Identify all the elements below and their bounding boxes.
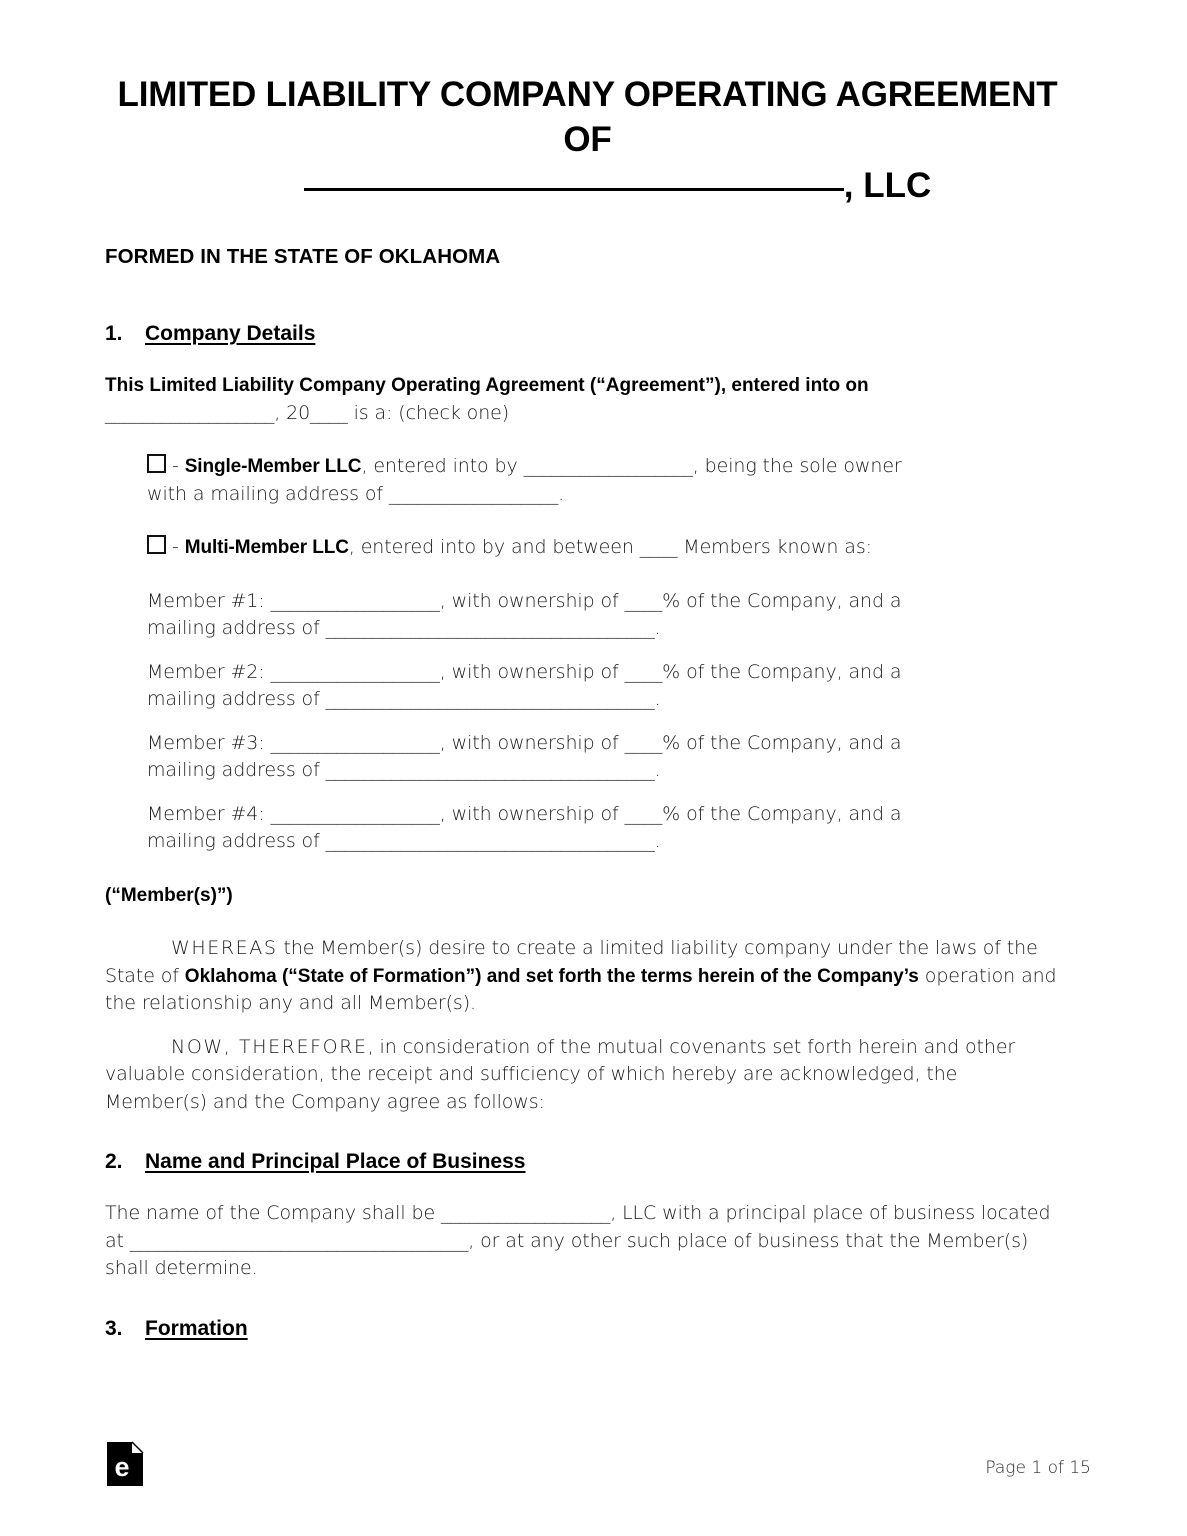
member-address-end: . [654, 688, 661, 710]
company-name-text-c: , or at any other such place of business that the Member(s) shall determine. [105, 1229, 1029, 1279]
document-page-icon [105, 1440, 145, 1488]
whereas-state-of-formation: Oklahoma (“State of Formation”) and set forth the terms herein of the Company’s [184, 965, 919, 987]
member-name-label: Member #4: [147, 802, 271, 825]
member-name-label: Member #3: [147, 731, 271, 754]
single-member-text-c: with a mailing address of [147, 482, 389, 505]
agreement-intro-text: This Limited Liability Company Operating Agreement (“Agreement”), entered into on [105, 375, 869, 396]
whereas-text-a: the Member(s) desire to create a limited liability company under the laws of the State of [105, 937, 1038, 987]
member-address-label: mailing address of [147, 759, 326, 781]
company-name-blank-line [105, 163, 1070, 209]
section-number: 3. [105, 1316, 123, 1340]
eforms-logo [105, 1440, 145, 1488]
whereas-text-b: operation and the relationship any and all Member(s). [105, 964, 1057, 1014]
members-defined-term: (“Member(s)”) [105, 884, 233, 906]
company-name-text-a: The name of the Company shall be [105, 1202, 441, 1224]
member-name-blank: __________________ [270, 802, 440, 825]
member-ownership-blank: ____ [624, 802, 663, 825]
whereas-lead: WHEREAS [171, 937, 278, 959]
multi-member-label: Multi-Member LLC [184, 537, 349, 558]
company-name-blank-field: __________________ [440, 1202, 611, 1224]
member-address-end: . [654, 617, 661, 639]
member-address-label: mailing address of [147, 617, 326, 639]
formed-in-state-line: FORMED IN THE STATE OF OKLAHOMA [105, 245, 501, 268]
member-ownership-blank: ____ [624, 731, 663, 754]
member-name-label: Member #1: [147, 589, 271, 612]
single-member-checkbox[interactable] [147, 454, 166, 473]
member-entry [147, 659, 1057, 714]
now-therefore-lead: NOW, THEREFORE [171, 1035, 368, 1058]
multi-member-checkbox[interactable] [147, 535, 166, 554]
eforms-logo-letter: e [114, 1452, 130, 1482]
multi-member-dash: - [172, 536, 179, 558]
member-name-blank: __________________ [270, 660, 440, 683]
member-percent-text: % of the Company, and a [662, 802, 902, 825]
business-address-blank: ____________________________________ [129, 1229, 469, 1252]
member-address-end: . [654, 759, 661, 781]
member-ownership-text: , with ownership of [439, 802, 625, 825]
member-address-blank: ___________________________________ [325, 759, 655, 781]
now-therefore-text: , in consideration of the mutual covenants set forth herein and other valuable consideration, the receipt and sufficiency of which hereby are acknowledged, the Member(s) and the Company agree as follows: [105, 1035, 1016, 1113]
llc-suffix: , LLC [843, 166, 932, 205]
member-ownership-text: , with ownership of [439, 589, 625, 612]
single-member-address-blank: __________________ [388, 482, 559, 505]
multi-member-text-b: Members known as: [677, 536, 872, 558]
member-entry [147, 588, 1057, 643]
agreement-intro-paragraph [105, 372, 1057, 427]
single-member-text-a: , entered into by [361, 455, 524, 477]
now-therefore-paragraph [105, 1034, 1057, 1117]
section-title: Formation [145, 1316, 248, 1340]
single-member-dash: - [172, 455, 179, 477]
member-name-blank: __________________ [270, 731, 440, 754]
member-address-label: mailing address of [147, 830, 326, 852]
member-address-blank: ___________________________________ [325, 830, 655, 852]
document-title-line-2: OF [563, 120, 612, 159]
company-name-blank [304, 188, 844, 191]
member-address-blank: ___________________________________ [325, 688, 655, 710]
single-member-option[interactable] [147, 453, 1057, 508]
member-percent-text: % of the Company, and a [662, 731, 902, 754]
member-percent-text: % of the Company, and a [662, 589, 902, 612]
agreement-date-suffix: , 20____ is a: (check one) [274, 401, 510, 424]
member-name-blank: __________________ [270, 589, 440, 612]
document-title-block [105, 72, 1070, 209]
agreement-date-blank: __________________ [105, 401, 275, 424]
page-footer [0, 1440, 1187, 1510]
multi-member-text-a: , entered into by and between [348, 536, 640, 558]
member-entry [147, 801, 1057, 856]
member-ownership-text: , with ownership of [439, 660, 625, 683]
section-heading-formation [105, 1317, 1057, 1341]
section-title: Name and Principal Place of Business [145, 1150, 526, 1173]
section-heading-name-and-place [105, 1150, 1057, 1174]
document-body [105, 322, 1057, 1341]
member-ownership-text: , with ownership of [439, 731, 625, 754]
member-ownership-blank: ____ [624, 660, 663, 683]
member-address-blank: ___________________________________ [325, 617, 655, 639]
page-number: Page 1 of 15 [985, 1458, 1091, 1478]
member-address-end: . [654, 830, 661, 852]
member-name-label: Member #2: [147, 660, 271, 683]
member-percent-text: % of the Company, and a [662, 660, 902, 683]
multi-member-option[interactable] [147, 534, 1057, 562]
member-entry [147, 730, 1057, 785]
single-member-text-d: . [558, 482, 565, 505]
section-number: 2. [105, 1150, 123, 1173]
member-address-label: mailing address of [147, 688, 326, 710]
member-ownership-blank: ____ [624, 589, 663, 612]
section-number: 1. [105, 322, 123, 345]
multi-member-count-blank: ____ [639, 536, 678, 558]
document-title-line-1: LIMITED LIABILITY COMPANY OPERATING AGREEMENT [117, 75, 1058, 114]
single-member-text-b: , being the sole owner [692, 455, 902, 477]
single-member-label: Single-Member LLC [184, 456, 362, 477]
company-name-text-b: , LLC with a principal place of business located at [105, 1202, 1051, 1252]
section-heading-company-details [105, 322, 1057, 346]
section-title: Company Details [145, 322, 316, 345]
single-member-owner-blank: __________________ [523, 455, 693, 477]
whereas-paragraph [105, 935, 1057, 1018]
name-and-place-paragraph [105, 1200, 1057, 1283]
